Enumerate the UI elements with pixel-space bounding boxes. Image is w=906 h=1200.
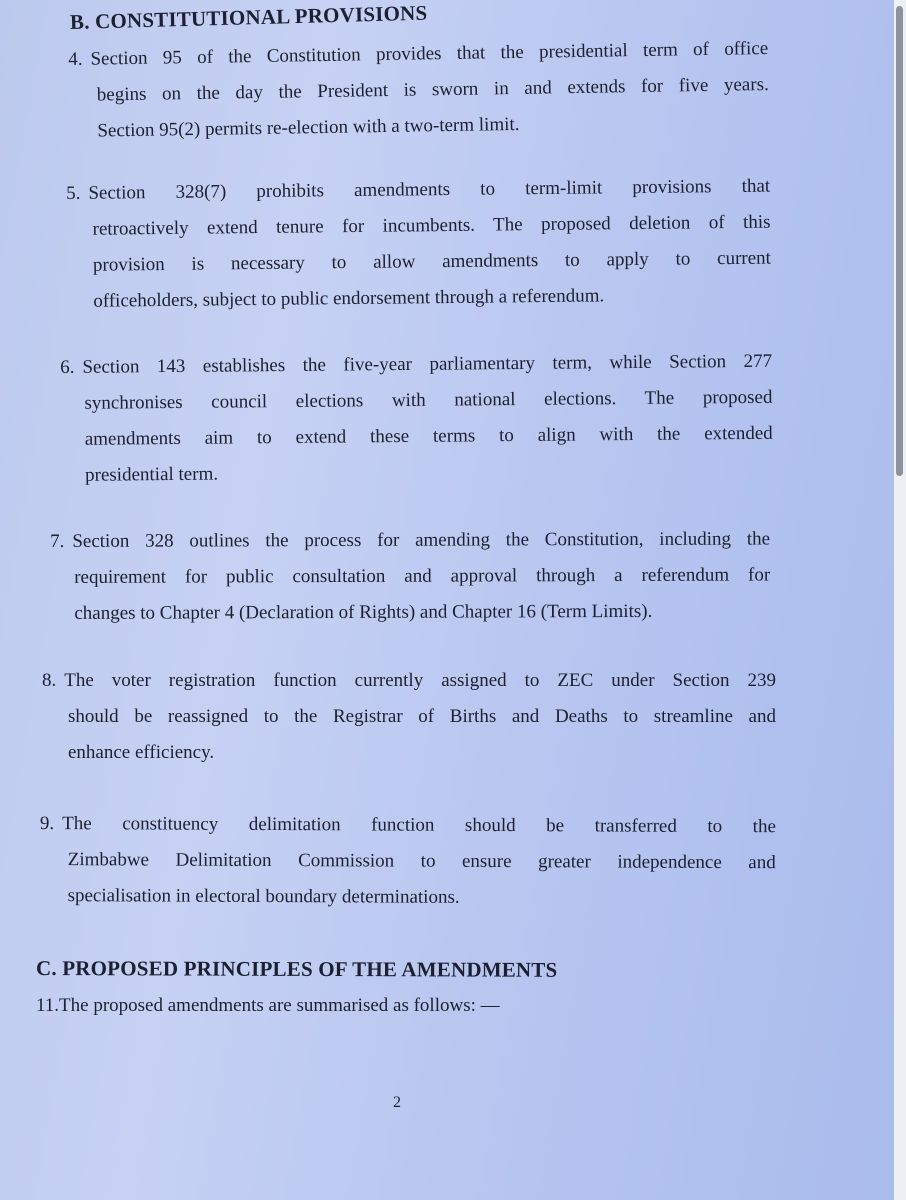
item-4-line-1: 4. Section 95 of the Constitution provides that the presidential term of office bbox=[68, 31, 768, 78]
item-number: 5. bbox=[66, 182, 81, 204]
item-7-line-3: changes to Chapter 4 (Declaration of Rights) and Chapter 16 (Term Limits). bbox=[74, 600, 653, 624]
item-5-line-4: officeholders, subject to public endorsement through a referendum. bbox=[93, 285, 605, 312]
section-b-heading: B. CONSTITUTIONAL PROVISIONS bbox=[69, 0, 428, 34]
item-number: 6. bbox=[60, 356, 75, 378]
provision-item-9 bbox=[40, 806, 776, 917]
item-number: 9. bbox=[39, 812, 55, 835]
provision-item-8 bbox=[42, 663, 776, 771]
vertical-scrollbar[interactable] bbox=[894, 0, 906, 1200]
proposal-item-11 bbox=[36, 988, 500, 1024]
item-7-line-1: 7. Section 328 outlines the process for amending the Constitution, including the bbox=[50, 521, 770, 560]
item-6-line-1: 6. Section 143 establishes the five-year parliamentary term, while Section 277 bbox=[60, 344, 772, 386]
item-5-line-1: 5. Section 328(7) prohibits amendments to term-limit provisions that bbox=[66, 169, 770, 212]
scrollbar-thumb[interactable] bbox=[896, 6, 903, 476]
item-9-line-3: specialisation in electoral boundary determinations. bbox=[67, 885, 460, 908]
item-number: 4. bbox=[68, 48, 83, 70]
item-6-line-2: synchronises council elections with national elections. The proposed bbox=[84, 386, 773, 414]
item-9-line-2: Zimbabwe Delimitation Commission to ensure greater independence and bbox=[67, 849, 776, 874]
provision-item-4 bbox=[68, 31, 770, 150]
provision-item-6 bbox=[60, 344, 773, 494]
item-9-line-1: 9. The constituency delimitation function should be transferred to the bbox=[40, 806, 776, 845]
item-5-line-3: provision is necessary to allow amendments to apply to current bbox=[92, 247, 772, 276]
item-4-line-2: begins on the day the President is sworn in and extends for five years. bbox=[96, 73, 769, 106]
item-number: 8. bbox=[42, 670, 57, 691]
item-8-line-2: should be reassigned to the Registrar of Births and Deaths to streamline and bbox=[68, 706, 776, 727]
item-number: 11. bbox=[36, 995, 60, 1016]
item-7-line-2: requirement for public consultation and approval through a referendum for bbox=[74, 564, 771, 588]
item-6-line-3: amendments aim to extend these terms to align with the extended bbox=[84, 422, 773, 450]
section-c-heading: C. PROPOSED PRINCIPLES OF THE AMENDMENTS bbox=[35, 956, 558, 982]
provision-item-7 bbox=[50, 521, 770, 632]
item-6-line-4: presidential term. bbox=[85, 463, 219, 486]
page-number: 2 bbox=[393, 1094, 401, 1111]
item-5-line-2: retroactively extend tenure for incumbents. The proposed deletion of this bbox=[92, 211, 771, 240]
item-number: 7. bbox=[50, 530, 65, 552]
provision-item-5 bbox=[66, 169, 771, 320]
item-8-line-3: enhance efficiency. bbox=[68, 742, 215, 763]
item-11-text: The proposed amendments are summarised as follows: — bbox=[59, 995, 500, 1016]
item-4-line-3: Section 95(2) permits re-election with a two-term limit. bbox=[97, 113, 520, 142]
item-8-line-1: 8. The voter registration function currently assigned to ZEC under Section 239 bbox=[42, 663, 776, 699]
